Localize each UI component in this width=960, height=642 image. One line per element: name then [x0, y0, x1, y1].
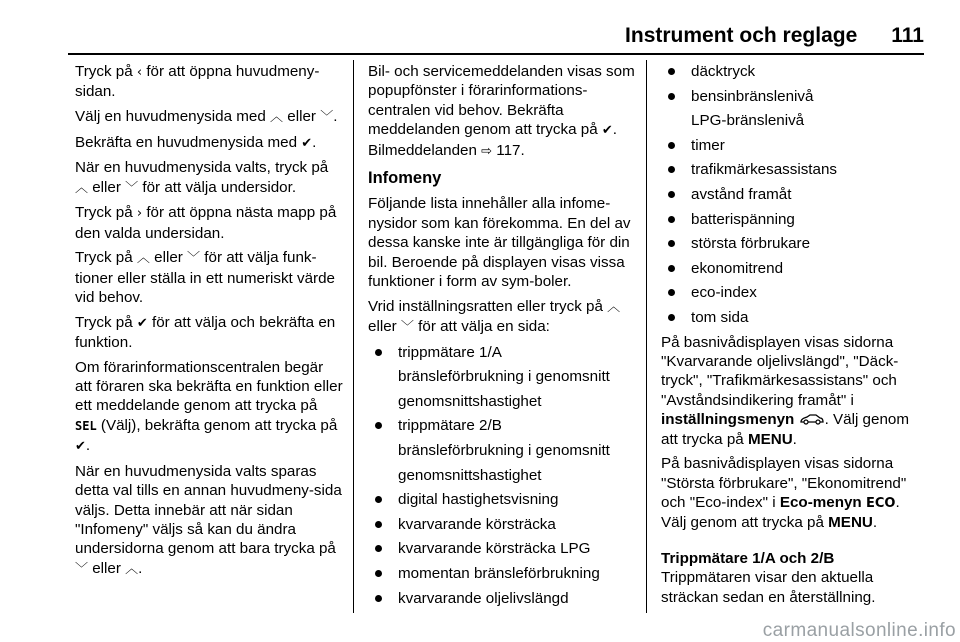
watermark: carmanualsonline.info [762, 620, 956, 641]
column-3 [661, 62, 927, 612]
list-item: timer [661, 136, 927, 155]
list-item: kvarvarande oljelivslängd [368, 589, 636, 608]
paragraph: På basnivådisplayen visas sidorna "Kvarvarande oljelivslängd", "Däck-tryck", "Trafikmärkesassistans" och "Avståndsindikering framåt" i inställningsmenyn . Välj genom att trycka på MENU. [661, 333, 909, 448]
paragraph: Välj en huvudmenysida med ︿ eller ﹀. [75, 108, 338, 125]
check-icon: ✔ [75, 439, 86, 455]
check-icon: ✔ [301, 135, 313, 151]
paragraph: Bil- och servicemeddelanden visas som popupfönster i förarinformations-centralen vid behov. Bekräfta meddelanden genom att trycka på ✔. Bilmeddelanden ⇨ 117. [368, 63, 635, 159]
column-2 [368, 62, 636, 613]
list-subitem: bränsleförbrukning i genomsnitt [398, 368, 610, 386]
eco-icon: ECO [865, 495, 896, 511]
paragraph: Tryck på ‹ för att öppna huvudmeny-sidan. [75, 63, 320, 101]
menu-button-label: MENU [828, 514, 873, 532]
menu-button-label: MENU [747, 430, 793, 448]
paragraph: Tryck på ✔ för att välja och bekräfta en funktion. [75, 313, 336, 351]
column-divider-2 [646, 60, 647, 613]
list-item: batterispänning [661, 210, 927, 229]
paragraph: När en huvudmenysida valts sparas detta val tills en annan huvudmeny-sida väljs. Detta innebär att när sidan "Infomeny" väljs så kan du ändra undersidorna genom att bara trycka på ﹀ eller ︿. [75, 462, 342, 577]
header-rule [68, 53, 924, 55]
eco-menu-label: Eco-menyn [779, 493, 862, 511]
list-item: däcktryck [661, 62, 927, 81]
list-item: trafikmärkesassistans [661, 160, 927, 179]
sel-button-label: SEL [75, 418, 97, 433]
chevron-down-icon: ﹀ [400, 320, 414, 336]
list-item: avstånd framåt [661, 185, 927, 204]
paragraph: Följande lista innehåller alla infome-nysidor som kan förekomma. En del av dessa kanske inte är tillgängliga för din bil. Beroende på displayen visas vissa funktioner i form av sym-boler. [368, 195, 631, 291]
paragraph: När en huvudmenysida valts, tryck på ︿ eller ﹀ för att välja undersidor. [75, 159, 329, 196]
chevron-up-icon: ︿ [75, 180, 89, 196]
paragraph: På basnivådisplayen visas sidorna "Största förbrukare", "Ekonomitrend" och "Eco-index" i Eco-menyn ECO. Välj genom att trycka på MENU. [661, 455, 907, 532]
list-item: tom sida [661, 308, 927, 327]
car-settings-icon [799, 413, 825, 425]
check-icon: ✔ [136, 315, 148, 331]
list-subitem: bränsleförbrukning i genomsnitt [398, 442, 610, 460]
column-divider-1 [353, 60, 354, 613]
chevron-up-icon: ︿ [607, 299, 621, 315]
chevron-up-icon: ︿ [270, 110, 284, 125]
chevron-right-icon: › [136, 206, 143, 222]
chevron-left-icon: ‹ [136, 65, 143, 80]
chevron-down-icon: ﹀ [187, 251, 201, 267]
reference-arrow-icon: ⇨ [481, 143, 493, 159]
list-item: trippmätare 1/A [368, 343, 636, 362]
info-page-list [368, 343, 636, 608]
paragraph: Tryck på › för att öppna nästa mapp på den valda undersidan. [75, 204, 337, 242]
page-title: Instrument och reglage [625, 24, 858, 47]
paragraph: Tryck på ︿ eller ﹀ för att välja funk-tioner eller ställa in ett numeriskt värde vid behov. [75, 249, 335, 306]
subsection-heading: Trippmätare 1/A och 2/B [661, 549, 835, 567]
section-heading: Infomeny [368, 169, 442, 188]
chevron-down-icon: ﹀ [125, 180, 139, 196]
list-item: bensinbränslenivå [661, 87, 927, 106]
check-icon: ✔ [601, 123, 613, 139]
paragraph: Vrid inställningsratten eller tryck på ︿ eller ﹀ för att välja en sida: [368, 297, 621, 336]
list-item: trippmätare 2/B [368, 416, 636, 435]
list-subitem: genomsnittshastighet [398, 392, 542, 410]
chevron-up-icon: ︿ [136, 251, 150, 267]
chevron-up-icon: ︿ [125, 561, 139, 577]
list-item: kvarvarande körsträcka LPG [368, 539, 636, 558]
paragraph: Trippmätaren visar den aktuella sträckan sedan en återställning. [661, 569, 876, 606]
list-item: eco-index [661, 283, 927, 302]
list-item: största förbrukare [661, 234, 927, 253]
list-subitem: genomsnittshastighet [398, 466, 542, 484]
page-number: 111 [891, 24, 924, 47]
column-1 [75, 62, 343, 584]
chevron-down-icon: ﹀ [75, 561, 89, 577]
paragraph: Bekräfta en huvudmenysida med ✔. [75, 133, 317, 151]
list-item: momentan bränsleförbrukning [368, 564, 636, 583]
info-page-list-continued [661, 62, 927, 327]
list-item: kvarvarande körsträcka [368, 515, 636, 534]
chevron-down-icon: ﹀ [320, 110, 334, 125]
paragraph: Om förarinformationscentralen begär att föraren ska bekräfta en funktion eller ett meddelande genom att trycka på SEL (Välj), bekräfta genom att trycka på ✔. [75, 358, 343, 455]
list-item: ekonomitrend [661, 259, 927, 278]
list-item: digital hastighetsvisning [368, 490, 636, 509]
list-subitem: LPG-bränslenivå [691, 112, 805, 130]
page-header [625, 24, 924, 48]
settings-menu-label: inställningsmenyn [661, 411, 795, 429]
